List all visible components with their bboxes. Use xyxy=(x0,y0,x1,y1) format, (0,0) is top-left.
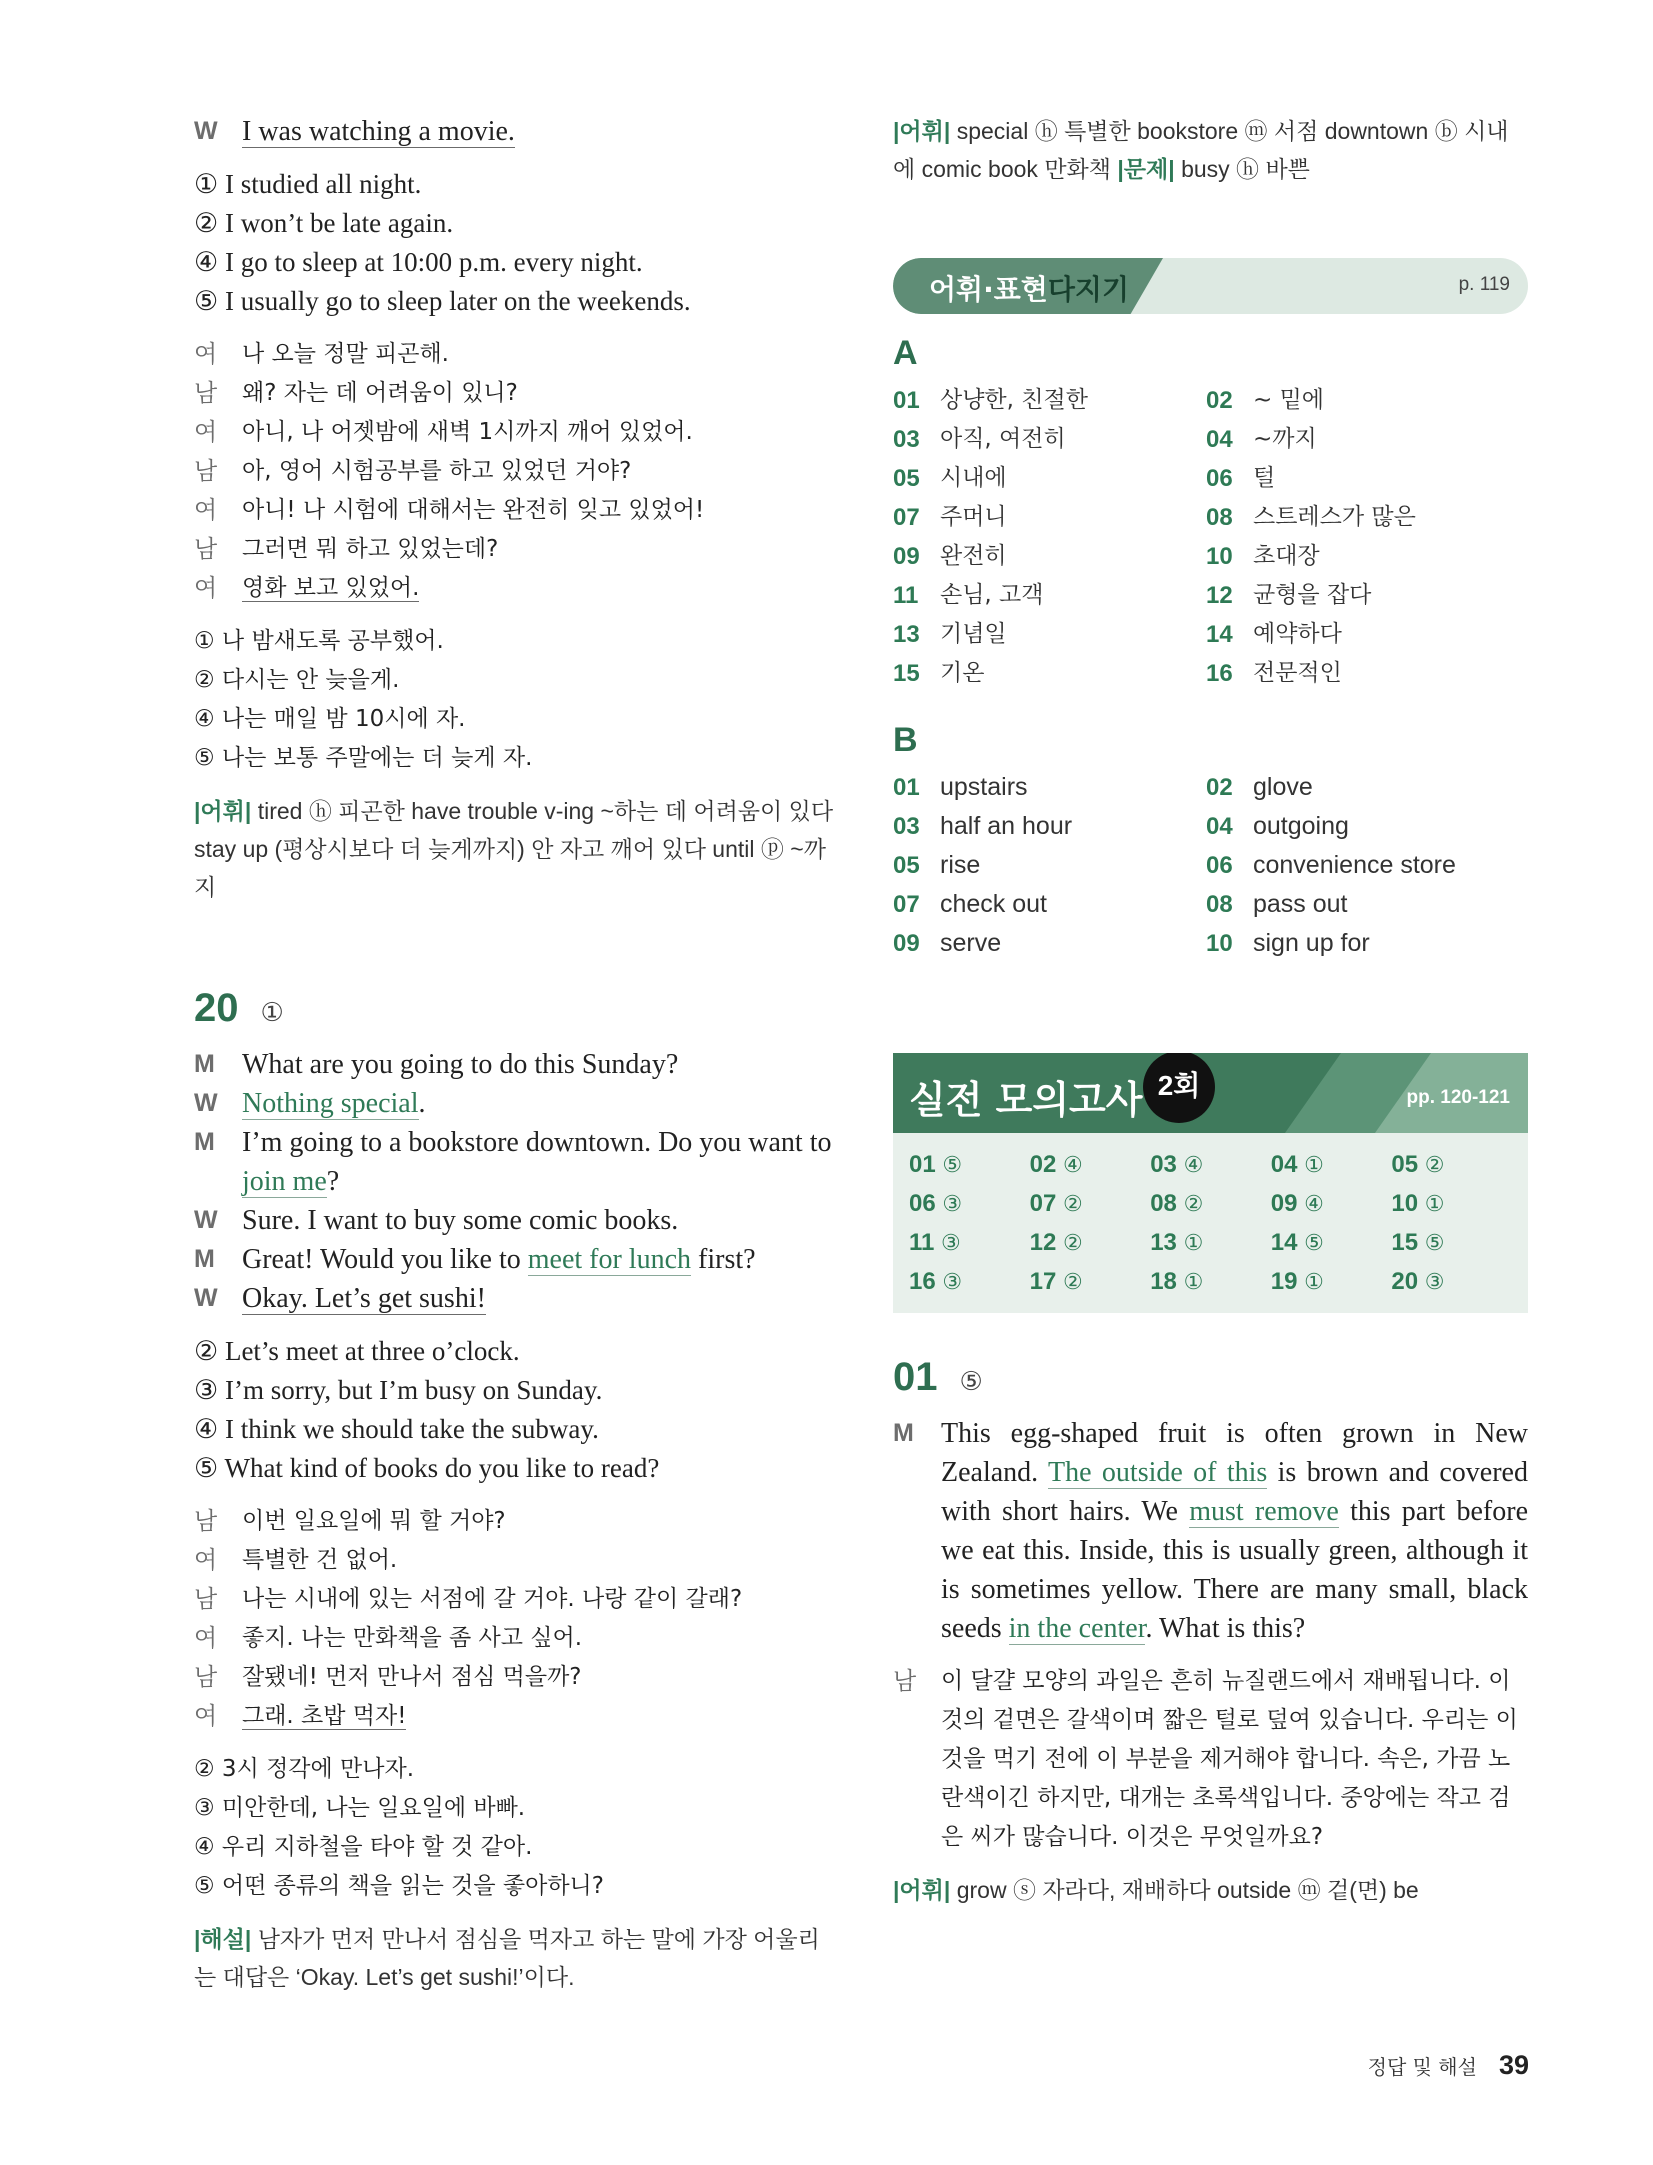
vocab-note xyxy=(893,1871,1528,1909)
speaker: 여 xyxy=(194,1547,218,1574)
vocab-note xyxy=(893,112,1528,188)
q01-script-en: M This egg-shaped fruit is often grown in New Zealand. The outside of this is brown and covered with short hairs. We must remove this part before we eat this. Inside, this is usually green, although it is sometimes yellow. There are many small, black seeds in the center. What is this? xyxy=(893,1414,1528,1648)
speaker: 여 xyxy=(194,575,218,602)
list-item: 06 convenience store xyxy=(1206,851,1456,879)
dialog-text: 그래. 초밥 먹자! xyxy=(242,1703,407,1729)
dialog-text: Sure. I want to buy some comic books. xyxy=(242,1205,679,1236)
highlight-phrase: join me xyxy=(242,1166,327,1197)
list-item: 09 serve xyxy=(893,929,1002,957)
speaker: 여 xyxy=(194,1703,218,1730)
round-badge: 2회 xyxy=(1143,1053,1215,1123)
answer-cell: 06 ③ xyxy=(909,1190,963,1217)
list-item: 07 check out xyxy=(893,890,1048,918)
left-column xyxy=(194,112,834,1996)
explain-text: 남자가 먼저 만나서 점심을 먹자고 하는 말에 가장 어울리는 대답은 ‘Okay. Let’s get sushi!’이다. xyxy=(194,1926,820,1990)
highlight-phrase: meet for lunch xyxy=(527,1244,692,1275)
answer-cell: 05 ② xyxy=(1391,1151,1445,1178)
speaker: 여 xyxy=(194,497,218,524)
page-number: 39 xyxy=(1498,2050,1529,2080)
highlight-phrase: Nothing special xyxy=(242,1088,419,1119)
list-item: 13 기념일 xyxy=(893,621,1007,648)
dialog-line xyxy=(194,112,834,151)
answer-cell: 14 ⑤ xyxy=(1270,1229,1324,1256)
list-item: 02 ~ 밑에 xyxy=(1206,387,1325,414)
answer-cell: 18 ① xyxy=(1150,1268,1204,1295)
options-en-1 xyxy=(194,165,834,321)
list-item: 03 half an hour xyxy=(893,812,1073,840)
options-en-20 xyxy=(194,1332,834,1488)
list-item: 08 pass out xyxy=(1206,890,1348,918)
speaker: 남 xyxy=(194,536,218,563)
question-header xyxy=(893,1355,1528,1400)
list-item: 12 균형을 잡다 xyxy=(1206,582,1372,609)
list-item: 07 주머니 xyxy=(893,504,1007,531)
vocab-text: grow ⓢ 자라다, 재배하다 outside ⓜ 겉(면) be xyxy=(956,1877,1419,1903)
dialog-text: What are you going to do this Sunday? xyxy=(242,1049,679,1080)
speaker: M xyxy=(893,1419,914,1447)
dialog-text: 아니, 나 어젯밤에 새벽 1시까지 깨어 있었어. xyxy=(242,419,693,445)
dialog-text: I’m going to a bookstore downtown. Do you want to xyxy=(242,1127,832,1158)
dialog-text: Great! Would you like to xyxy=(242,1244,528,1275)
vocab-list-b xyxy=(893,768,1528,963)
list-item: 03 아직, 여전히 xyxy=(893,426,1066,453)
list-item: 10 초대장 xyxy=(1206,543,1320,570)
option: ① 나 밤새도록 공부했어. xyxy=(194,628,444,654)
question-header xyxy=(194,986,834,1031)
speaker: M xyxy=(194,1050,215,1078)
speaker: 남 xyxy=(194,1508,218,1535)
highlight-phrase: must remove xyxy=(1189,1496,1339,1527)
options-ko-20 xyxy=(194,1750,834,1906)
answer-cell: 01 ⑤ xyxy=(909,1151,963,1178)
option: ⑤ I usually go to sleep later on the weekends. xyxy=(194,286,691,316)
dialog-text: ? xyxy=(326,1166,340,1197)
dialog-ko-20 xyxy=(194,1502,834,1736)
dialog-text: 영화 보고 있었어. xyxy=(242,575,420,601)
list-item: 10 sign up for xyxy=(1206,929,1370,957)
speaker: M xyxy=(194,1128,215,1156)
dialog-text: 그러면 뭐 하고 있었는데? xyxy=(242,536,499,562)
answer-cell: 11 ③ xyxy=(909,1229,961,1256)
dialog-text: 나는 시내에 있는 서점에 갈 거야. 나랑 같이 갈래? xyxy=(242,1586,743,1612)
dialog-text: 나 오늘 정말 피곤해. xyxy=(242,341,449,367)
speaker: 남 xyxy=(194,380,218,407)
answer-cell: 07 ② xyxy=(1029,1190,1083,1217)
list-item: 16 전문적인 xyxy=(1206,660,1342,687)
right-column xyxy=(893,112,1528,1909)
speaker: 남 xyxy=(893,1668,917,1695)
highlight-phrase: The outside of this xyxy=(1048,1457,1268,1488)
option: ② Let’s meet at three o’clock. xyxy=(194,1336,520,1366)
answer-cell: 16 ③ xyxy=(909,1268,963,1295)
section-label-b: B xyxy=(893,721,918,759)
option: ④ I go to sleep at 10:00 p.m. every night. xyxy=(194,247,643,277)
dialog-text: 잘됐네! 먼저 만나서 점심 먹을까? xyxy=(242,1664,582,1690)
list-item: 04 ~까지 xyxy=(1206,426,1317,453)
vocab-text: busy ⓗ 바쁜 xyxy=(1181,156,1310,182)
question-answer: ① xyxy=(260,998,284,1028)
list-item: 14 예약하다 xyxy=(1206,621,1342,648)
speaker: W xyxy=(194,1089,218,1117)
list-item: 08 스트레스가 많은 xyxy=(1206,504,1416,531)
dialog-text: 좋지. 나는 만화책을 좀 사고 싶어. xyxy=(242,1625,583,1651)
list-item: 01 upstairs xyxy=(893,773,1028,801)
list-item: 09 완전히 xyxy=(893,543,1007,570)
vocab-list-a xyxy=(893,381,1528,693)
list-item: 11 손님, 고객 xyxy=(893,582,1044,609)
answer-cell: 03 ④ xyxy=(1150,1151,1204,1178)
q01-script-ko xyxy=(893,1662,1528,1857)
list-item: 01 상냥한, 친절한 xyxy=(893,387,1088,414)
option: ③ I’m sorry, but I’m busy on Sunday. xyxy=(194,1375,603,1405)
vocab-text: special ⓗ 특별한 bookstore ⓜ 서점 downtown ⓑ 시내에 comic book 만화책 xyxy=(893,118,1509,182)
options-ko-1 xyxy=(194,622,834,778)
question-number: 01 xyxy=(893,1355,938,1399)
question-answer: ⑤ xyxy=(959,1367,983,1397)
section-banner-vocab xyxy=(893,258,1528,314)
dialog-text: 왜? 자는 데 어려움이 있니? xyxy=(242,380,518,406)
dialog-text: first? xyxy=(691,1244,756,1275)
explanation-note xyxy=(194,1920,834,1996)
answer-cell: 20 ③ xyxy=(1391,1268,1445,1295)
speaker: W xyxy=(194,1284,218,1312)
banner-title: 실전 모의고사 xyxy=(909,1078,1143,1122)
option: ⑤ 어떤 종류의 책을 읽는 것을 좋아하니? xyxy=(194,1873,604,1899)
dialog-text: 이번 일요일에 뭐 할 거야? xyxy=(242,1508,506,1534)
speaker: 남 xyxy=(194,458,218,485)
option: ② I won’t be late again. xyxy=(194,208,454,238)
answer-cell: 13 ① xyxy=(1150,1229,1204,1256)
answer-cell: 04 ① xyxy=(1270,1151,1324,1178)
answer-cell: 15 ⑤ xyxy=(1391,1229,1445,1256)
list-item: 05 rise xyxy=(893,851,981,879)
option: ④ I think we should take the subway. xyxy=(194,1414,599,1444)
option: ④ 우리 지하철을 타야 할 것 같아. xyxy=(194,1834,533,1860)
list-item: 06 털 xyxy=(1206,465,1276,492)
answer-cell: 10 ① xyxy=(1391,1190,1445,1217)
answer-cell: 09 ④ xyxy=(1270,1190,1324,1217)
speaker: 여 xyxy=(194,1625,218,1652)
option: ② 3시 정각에 만나자. xyxy=(194,1756,415,1782)
section-label-a: A xyxy=(893,334,918,372)
answer-cell: 08 ② xyxy=(1150,1190,1204,1217)
dialog-text: 아니! 나 시험에 대해서는 완전히 잊고 있었어! xyxy=(242,497,705,523)
answer-line: Okay. Let’s get sushi! xyxy=(242,1283,486,1314)
option: ④ 나는 매일 밤 10시에 자. xyxy=(194,706,466,732)
dialog-text: 이 달걀 모양의 과일은 흔히 뉴질랜드에서 재배됩니다. 이것의 겉면은 갈색이며 짧은 털로 덮여 있습니다. 우리는 이것을 먹기 전에 이 부분을 제거해야 합니다. 속은, 가끔 노란색이긴 하지만, 대개는 초록색입니다. 중앙에는 작고 검은 씨가 많습니다. 이것은 무엇일까요? xyxy=(941,1668,1518,1850)
dialog-ko-1 xyxy=(194,335,834,608)
list-item: 05 시내에 xyxy=(893,465,1007,492)
section-banner-mock-test xyxy=(893,1053,1528,1133)
answer-cell: 19 ① xyxy=(1270,1268,1324,1295)
speaker: W xyxy=(194,1206,218,1234)
page-footer xyxy=(1368,2050,1529,2081)
banner-page-ref: p. 119 xyxy=(1458,274,1510,295)
answer-cell: 02 ④ xyxy=(1029,1151,1083,1178)
dialog-en-20 xyxy=(194,1045,834,1318)
answer-line: I was watching a movie. xyxy=(242,116,515,147)
answer-cell: 17 ② xyxy=(1029,1268,1083,1295)
highlight-phrase: in the center xyxy=(1008,1613,1146,1644)
speaker: W xyxy=(194,117,218,145)
list-item: 04 outgoing xyxy=(1206,812,1349,840)
dialog-text: . xyxy=(418,1088,426,1119)
speaker: 남 xyxy=(194,1664,218,1691)
list-item: 15 기온 xyxy=(893,660,985,687)
banner-page-ref: pp. 120-121 xyxy=(1406,1087,1510,1108)
speaker: M xyxy=(194,1245,215,1273)
vocab-tag: |어휘| xyxy=(893,118,951,144)
option: ② 다시는 안 늦을게. xyxy=(194,667,400,693)
vocab-tag: |어휘| xyxy=(893,1877,951,1903)
explain-tag: |해설| xyxy=(194,1926,252,1952)
speaker: 여 xyxy=(194,341,218,368)
speaker: 여 xyxy=(194,419,218,446)
vocab-text: tired ⓗ 피곤한 have trouble v-ing ~하는 데 어려움이 있다 stay up (평상시보다 더 늦게까지) 안 자고 깨어 있다 until ⓟ ~까지 xyxy=(194,798,834,900)
option: ① I studied all night. xyxy=(194,169,422,199)
vocab-tag: |어휘| xyxy=(194,798,252,824)
list-item: 02 glove xyxy=(1206,773,1313,801)
problem-tag: |문제| xyxy=(1117,156,1175,182)
option: ③ 미안한데, 나는 일요일에 바빠. xyxy=(194,1795,526,1821)
question-number: 20 xyxy=(194,986,239,1030)
footer-label: 정답 및 해설 xyxy=(1367,2055,1477,2079)
banner-title: 어휘·표현다지기 xyxy=(929,273,1129,306)
speaker: 남 xyxy=(194,1586,218,1613)
answer-table xyxy=(893,1133,1528,1313)
dialog-text: 아, 영어 시험공부를 하고 있었던 거야? xyxy=(242,458,632,484)
option: ⑤ 나는 보통 주말에는 더 늦게 자. xyxy=(194,745,533,771)
dialog-text: 특별한 건 없어. xyxy=(242,1547,398,1573)
vocab-note xyxy=(194,792,834,906)
answer-cell: 12 ② xyxy=(1029,1229,1083,1256)
option: ⑤ What kind of books do you like to read? xyxy=(194,1453,660,1483)
